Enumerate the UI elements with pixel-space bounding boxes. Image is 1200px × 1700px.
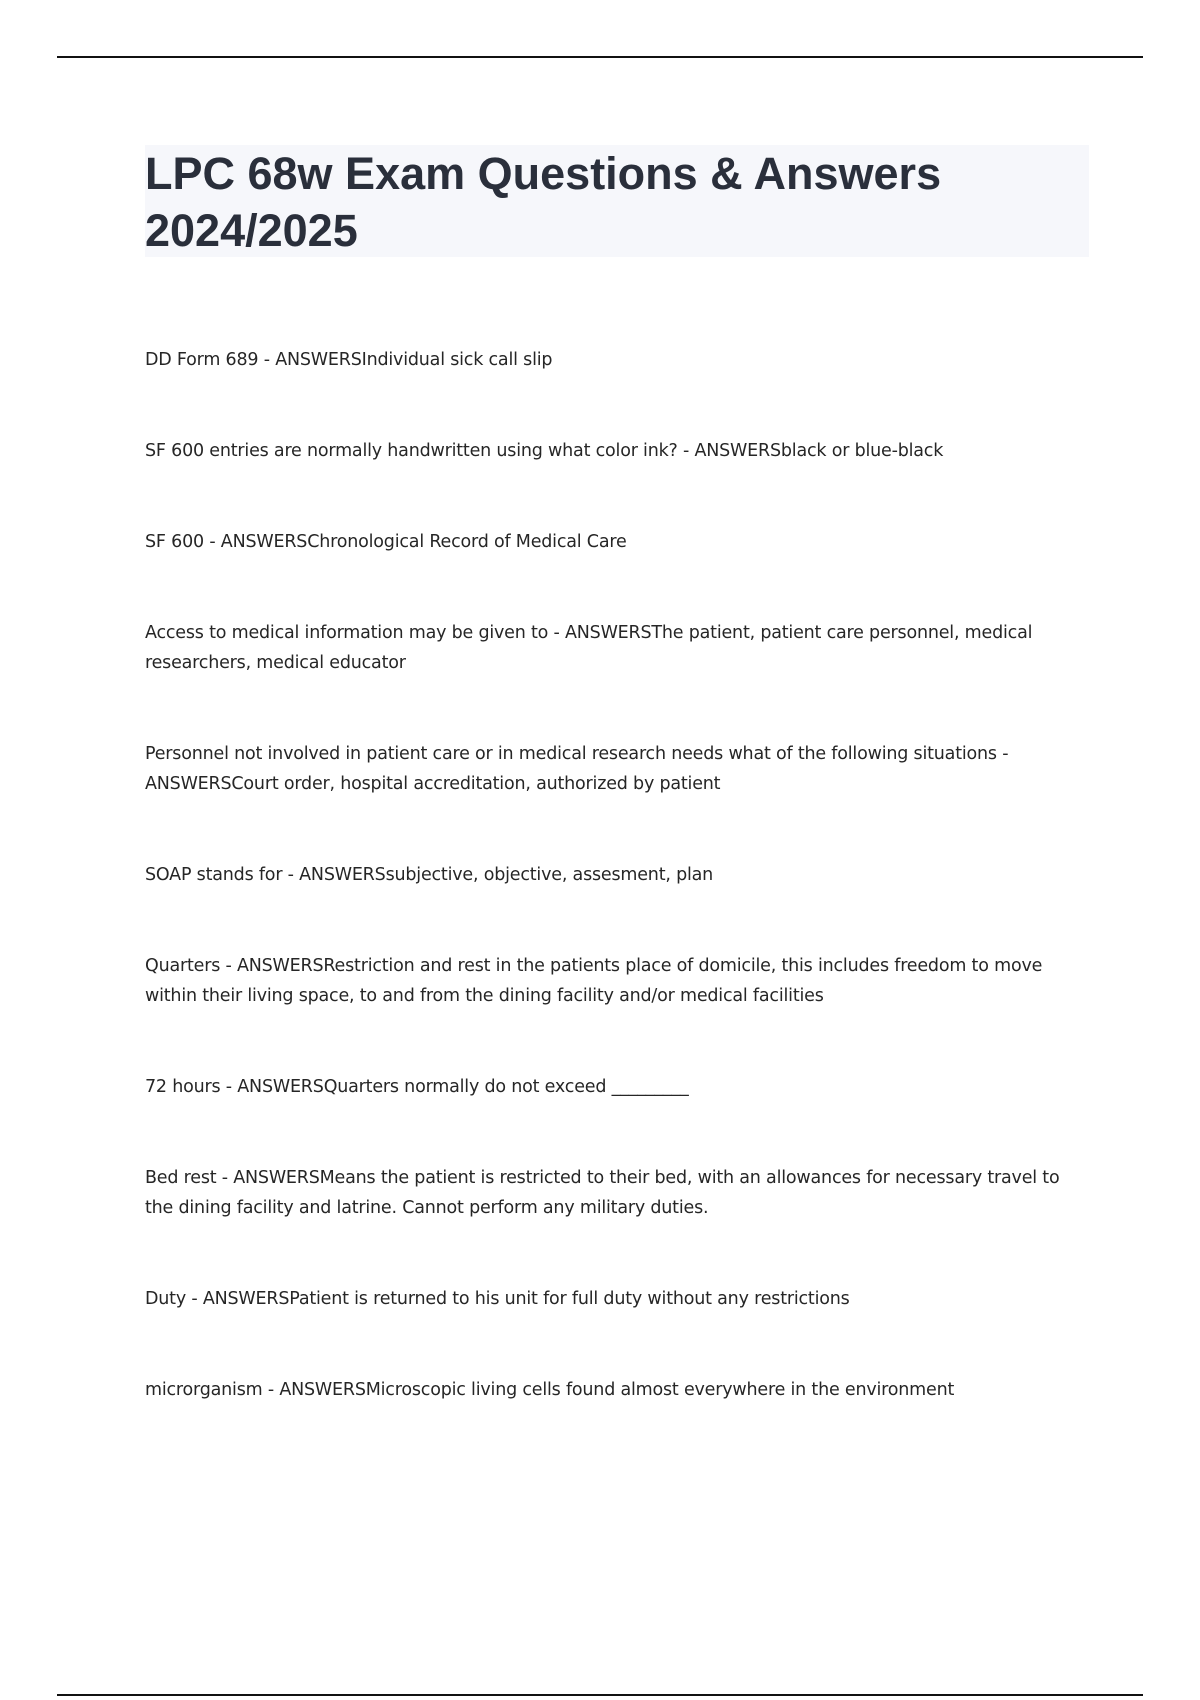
question-text: Duty <box>145 1289 186 1309</box>
answer-separator: - ANSWERS <box>677 441 781 461</box>
question-text: SF 600 entries are normally handwritten using what color ink? <box>145 441 678 461</box>
answer-text: Patient is returned to his unit for full duty without any restrictions <box>289 1289 850 1309</box>
answer-separator: - ANSWERS <box>262 1380 366 1400</box>
qa-item <box>145 739 1085 799</box>
answer-separator: - ANSWERS <box>203 532 308 552</box>
question-text: microrganism <box>145 1380 263 1400</box>
qa-item <box>145 1163 1085 1223</box>
answer-text: Restriction and rest in the patients place of domicile, this includes freedom to move within their living space, to and from the dining facility and/or medical facilities <box>145 956 1043 1006</box>
qa-item <box>145 1375 1085 1405</box>
question-text: Quarters <box>145 956 221 976</box>
answer-text: The patient, patient care personnel, medical researchers, medical educator <box>145 623 1033 673</box>
question-text: Bed rest <box>145 1168 217 1188</box>
question-text: SF 600 <box>145 532 204 552</box>
answer-separator: - ANSWERS <box>548 623 652 643</box>
answer-text: black or blue-black <box>780 441 944 461</box>
bottom-divider <box>57 1694 1143 1696</box>
answer-text: Quarters normally do not exceed _________ <box>323 1077 689 1097</box>
answer-separator: - ANSWERS <box>258 350 362 370</box>
title-banner <box>145 145 1089 257</box>
answer-separator: - ANSWERS <box>282 865 386 885</box>
qa-item <box>145 436 1085 466</box>
answer-text: Means the patient is restricted to their bed, with an allowances for necessary travel to the dining facility and latrine. Cannot perform any military duties. <box>145 1168 1060 1218</box>
question-text: DD Form 689 <box>145 350 259 370</box>
answer-text: Individual sick call slip <box>361 350 553 370</box>
top-divider <box>57 56 1143 58</box>
question-text: SOAP stands for <box>145 865 283 885</box>
qa-item <box>145 860 1085 890</box>
answer-separator: - ANSWERS <box>186 1289 290 1309</box>
answer-separator: - ANSWERS <box>220 956 324 976</box>
qa-item <box>145 345 1085 375</box>
qa-item <box>145 1072 1085 1102</box>
answer-text: Court order, hospital accreditation, authorized by patient <box>231 774 721 794</box>
answer-separator: - ANSWERS <box>145 744 1009 794</box>
answer-text: Chronological Record of Medical Care <box>307 532 627 552</box>
answer-text: subjective, objective, assesment, plan <box>385 865 714 885</box>
answer-separator: - ANSWERS <box>216 1168 320 1188</box>
answer-text: Microscopic living cells found almost everywhere in the environment <box>365 1380 955 1400</box>
page-title: LPC 68w Exam Questions & Answers 2024/2025 <box>145 148 942 256</box>
qa-item <box>145 951 1085 1011</box>
question-text: Personnel not involved in patient care or in medical research needs what of the following situations <box>145 744 997 764</box>
qa-item <box>145 527 1085 557</box>
qa-item <box>145 618 1085 678</box>
question-text: Access to medical information may be given to <box>145 623 549 643</box>
qa-item <box>145 1284 1085 1314</box>
question-text: 72 hours <box>145 1077 221 1097</box>
answer-separator: - ANSWERS <box>220 1077 324 1097</box>
